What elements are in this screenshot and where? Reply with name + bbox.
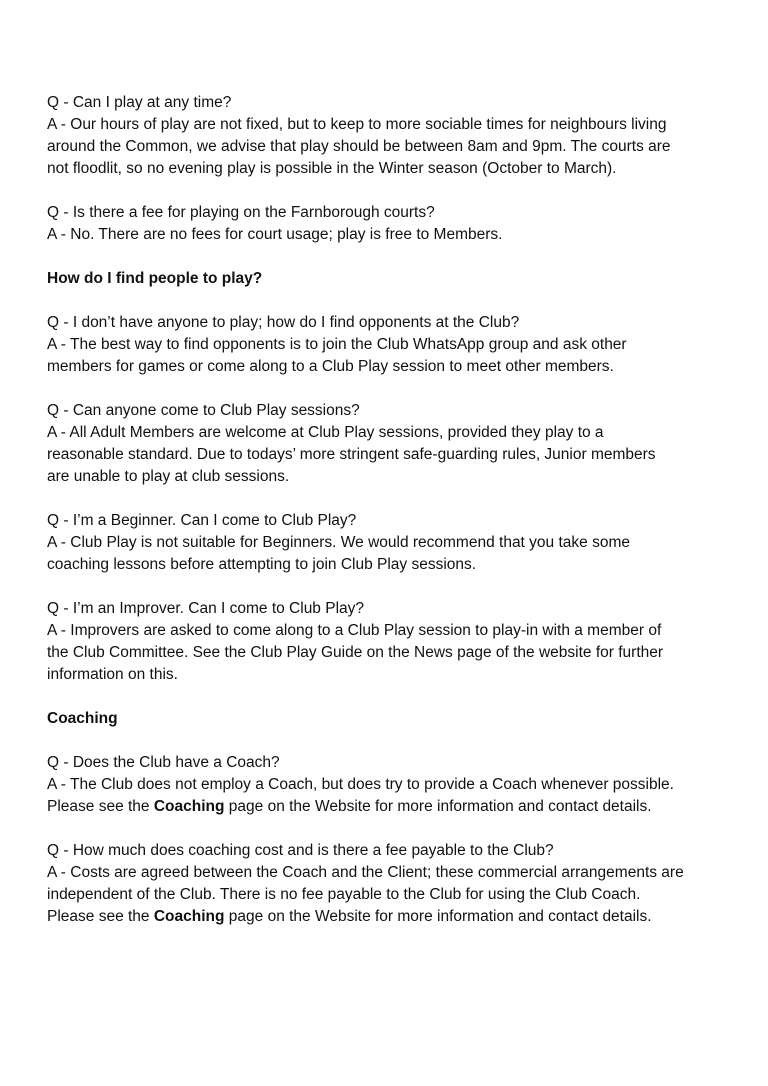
faq-item-club-play-access: [47, 400, 737, 488]
faq-question: Q - I don’t have anyone to play; how do I find opponents at the Club?: [47, 314, 520, 331]
section-heading-find-people: [47, 268, 737, 290]
faq-item-find-opponents: [47, 312, 737, 378]
faq-question: Q - How much does coaching cost and is there a fee payable to the Club?: [47, 842, 554, 859]
answer-text: Please see the: [47, 798, 154, 815]
faq-answer-line: not floodlit, so no evening play is possible in the Winter season (October to March).: [47, 160, 617, 177]
section-heading: How do I find people to play?: [47, 270, 263, 287]
answer-text: page on the Website for more information and contact details.: [224, 798, 652, 815]
coaching-page-reference: Coaching: [153, 798, 225, 815]
faq-item-coaching-cost: [47, 840, 737, 928]
faq-document: [47, 92, 737, 950]
faq-answer-line: are unable to play at club sessions.: [47, 468, 290, 485]
faq-item-beginner: [47, 510, 737, 576]
faq-answer-line: A - Improvers are asked to come along to a Club Play session to play-in with a member of: [47, 622, 662, 639]
coaching-page-reference: Coaching: [153, 908, 225, 925]
faq-answer-line: A - Costs are agreed between the Coach and the Client; these commercial arrangements are: [47, 864, 684, 881]
faq-answer-line: A - Our hours of play are not fixed, but to keep to more sociable times for neighbours living: [47, 116, 667, 133]
faq-answer-line: coaching lessons before attempting to join Club Play sessions.: [47, 556, 477, 573]
faq-item-improver: [47, 598, 737, 686]
faq-answer-line: [47, 796, 737, 818]
faq-answer-line: information on this.: [47, 666, 178, 683]
faq-answer-line: A - No. There are no fees for court usage; play is free to Members.: [47, 226, 503, 243]
faq-answer-line: members for games or come along to a Club Play session to meet other members.: [47, 358, 614, 375]
faq-answer-line: reasonable standard. Due to todays’ more stringent safe-guarding rules, Junior members: [47, 446, 656, 463]
faq-answer-line: A - All Adult Members are welcome at Club Play sessions, provided they play to a: [47, 424, 604, 441]
faq-item-play-any-time: [47, 92, 737, 180]
faq-answer-line: A - The best way to find opponents is to join the Club WhatsApp group and ask other: [47, 336, 627, 353]
faq-question: Q - Does the Club have a Coach?: [47, 754, 280, 771]
section-heading-coaching: [47, 708, 737, 730]
faq-answer-line: the Club Committee. See the Club Play Guide on the News page of the website for further: [47, 644, 664, 661]
answer-text: Please see the: [47, 908, 154, 925]
answer-text: page on the Website for more information and contact details.: [224, 908, 652, 925]
faq-answer-line: [47, 906, 737, 928]
section-heading: Coaching: [47, 710, 118, 727]
faq-answer-line: around the Common, we advise that play should be between 8am and 9pm. The courts are: [47, 138, 671, 155]
faq-question: Q - I’m a Beginner. Can I come to Club Play?: [47, 512, 357, 529]
faq-question: Q - Is there a fee for playing on the Farnborough courts?: [47, 204, 435, 221]
faq-answer-line: A - The Club does not employ a Coach, but does try to provide a Coach whenever possible.: [47, 776, 674, 793]
faq-question: Q - Can I play at any time?: [47, 94, 232, 111]
faq-answer-line: A - Club Play is not suitable for Beginners. We would recommend that you take some: [47, 534, 630, 551]
faq-question: Q - Can anyone come to Club Play sessions?: [47, 402, 360, 419]
faq-item-court-fee: [47, 202, 737, 246]
faq-question: Q - I’m an Improver. Can I come to Club Play?: [47, 600, 365, 617]
faq-answer-line: independent of the Club. There is no fee payable to the Club for using the Club Coach.: [47, 886, 641, 903]
faq-item-club-coach: [47, 752, 737, 818]
